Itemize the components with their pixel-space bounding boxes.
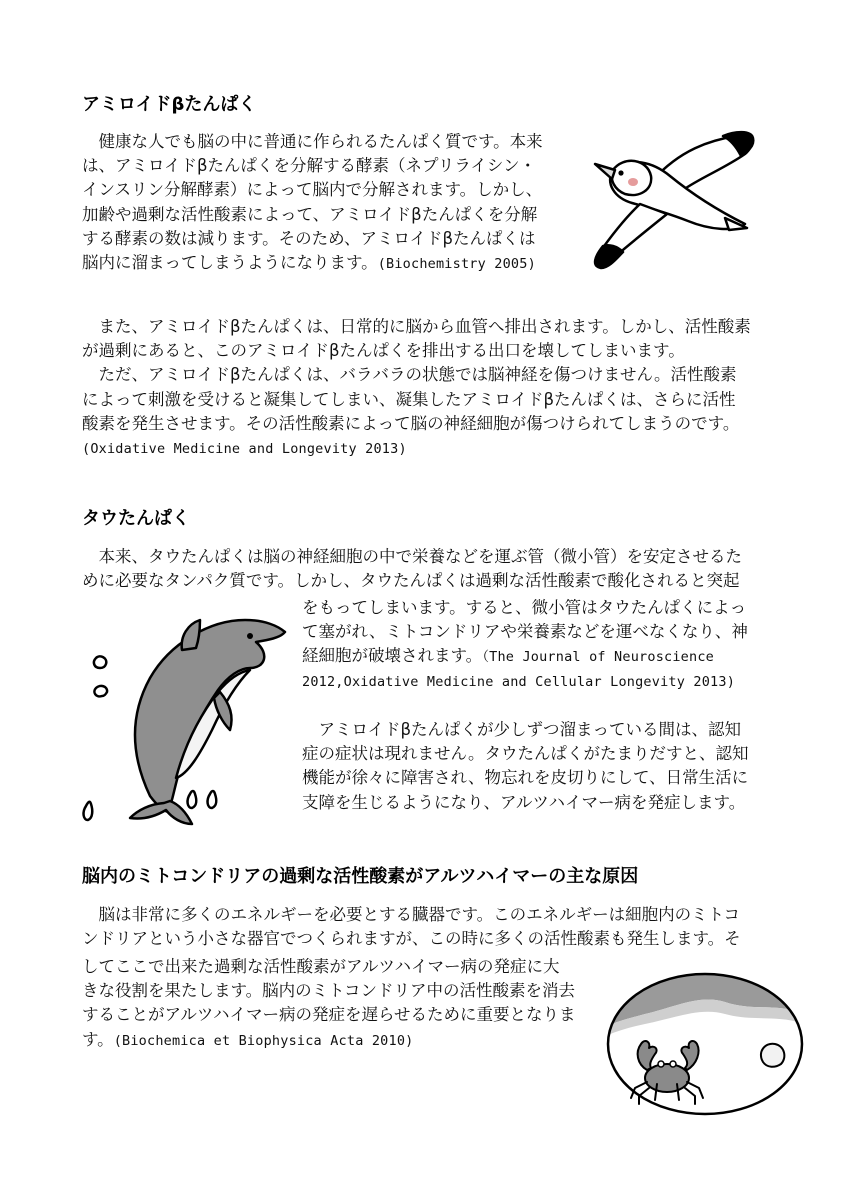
citation: (Biochemica et Biophysica Acta 2010) bbox=[113, 1032, 414, 1049]
text-line bbox=[82, 1028, 576, 1052]
text-line: 支障を生じるようになり、アルツハイマー病を発症します。 bbox=[302, 792, 746, 812]
text-line: をもってしまいます。すると、微小管はタウたんぱくによっ bbox=[302, 598, 747, 617]
text-line: 健康な人でも脳の中に普通に作られるたんぱく質です。本来 bbox=[82, 132, 543, 151]
text-line-body: す。 bbox=[82, 1029, 114, 1049]
text-line: 症の症状は現れません。タウたんぱくがたまりだすと、認知 bbox=[302, 744, 749, 764]
text-line: ンドリアという小さな器官でつくられますが、この時に多くの活性酸素も発生します。そ bbox=[82, 929, 741, 949]
text-line: また、アミロイドβたんぱくは、日常的に脳から血管へ排出されます。しかし、活性酸素 bbox=[82, 317, 751, 336]
text-line: することがアルツハイマー病の発症を遅らせるために重要となりま bbox=[82, 1005, 576, 1025]
text-line-body: 経細胞が破壊されます。 bbox=[302, 646, 483, 666]
text-line bbox=[302, 669, 748, 693]
text-line: は、アミロイドβたんぱくを分解する酵素（ネプリライシン・ bbox=[82, 156, 536, 176]
text-line: きな役割を果たします。脳内のミトコンドリア中の活性酸素を消去 bbox=[82, 981, 576, 1001]
mitochondria-paragraph-continued bbox=[82, 955, 576, 1052]
section-heading-amyloid: アミロイドβたんぱく bbox=[82, 94, 257, 115]
text-line: ただ、アミロイドβたんぱくは、バラバラの状態では脳神経を傷つけません。活性酸素 bbox=[82, 365, 737, 385]
citation: 2012,Oxidative Medicine and Cellular Longevity 2013) bbox=[302, 673, 736, 690]
citation: （The Journal of Neuroscience bbox=[482, 649, 714, 666]
text-line: めに必要なタンパク質です。しかし、タウたんぱくは過剰な活性酸素で酸化されると突起 bbox=[82, 571, 740, 591]
text-line: する酵素の数は減ります。そのため、アミロイドβたんぱくは bbox=[82, 228, 536, 248]
text-line bbox=[82, 251, 543, 275]
text-line: 機能が徐々に障害され、物忘れを皮切りにして、日常生活に bbox=[302, 768, 749, 788]
tau-paragraph-lead bbox=[82, 545, 742, 593]
tau-paragraph-2 bbox=[302, 718, 749, 815]
section-heading-tau: タウたんぱく bbox=[82, 508, 190, 529]
tau-paragraph-continued bbox=[302, 596, 748, 693]
text-line: インスリン分解酵素）によって脳内で分解されます。しかし、 bbox=[82, 180, 543, 200]
dolphin-illustration bbox=[80, 598, 295, 826]
text-line bbox=[302, 644, 748, 668]
mitochondria-paragraph-lead bbox=[82, 903, 741, 951]
citation: (Oxidative Medicine and Longevity 2013) bbox=[82, 440, 407, 457]
citation: (Biochemistry 2005) bbox=[377, 255, 536, 272]
text-line: 脳は非常に多くのエネルギーを必要とする臓器です。このエネルギーは細胞内のミトコ bbox=[82, 905, 741, 924]
text-line: 本来、タウたんぱくは脳の神経細胞の中で栄養などを運ぶ管（微小管）を安定させるた bbox=[82, 547, 742, 566]
text-line: アミロイドβたんぱくが少しずつ溜まっている間は、認知 bbox=[302, 720, 742, 739]
seagull-illustration bbox=[585, 118, 765, 278]
text-line: によって刺激を受けると凝集してしまい、凝集したアミロイドβたんぱくは、さらに活性 bbox=[82, 389, 736, 409]
amyloid-paragraph-1 bbox=[82, 130, 543, 275]
text-line: が過剰にあると、このアミロイドβたんぱくを排出する出口を壊してしまいます。 bbox=[82, 341, 685, 361]
text-line: 加齢や過剰な活性酸素によって、アミロイドβたんぱくを分解 bbox=[82, 204, 538, 224]
crab-beach-illustration bbox=[605, 972, 805, 1117]
text-line-body: 脳内に溜まってしまうようになります。 bbox=[82, 252, 378, 272]
text-line: してここで出来た過剰な活性酸素がアルツハイマー病の発症に大 bbox=[82, 957, 560, 976]
text-line bbox=[82, 436, 751, 460]
text-line: 酸素を発生させます。その活性酸素によって脳の神経細胞が傷つけられてしまうのです。 bbox=[82, 413, 740, 433]
amyloid-paragraph-2 bbox=[82, 315, 751, 460]
section-heading-mitochondria: 脳内のミトコンドリアの過剰な活性酸素がアルツハイマーの主な原因 bbox=[82, 866, 639, 887]
text-line: て塞がれ、ミトコンドリアや栄養素などを運べなくなり、神 bbox=[302, 622, 748, 642]
